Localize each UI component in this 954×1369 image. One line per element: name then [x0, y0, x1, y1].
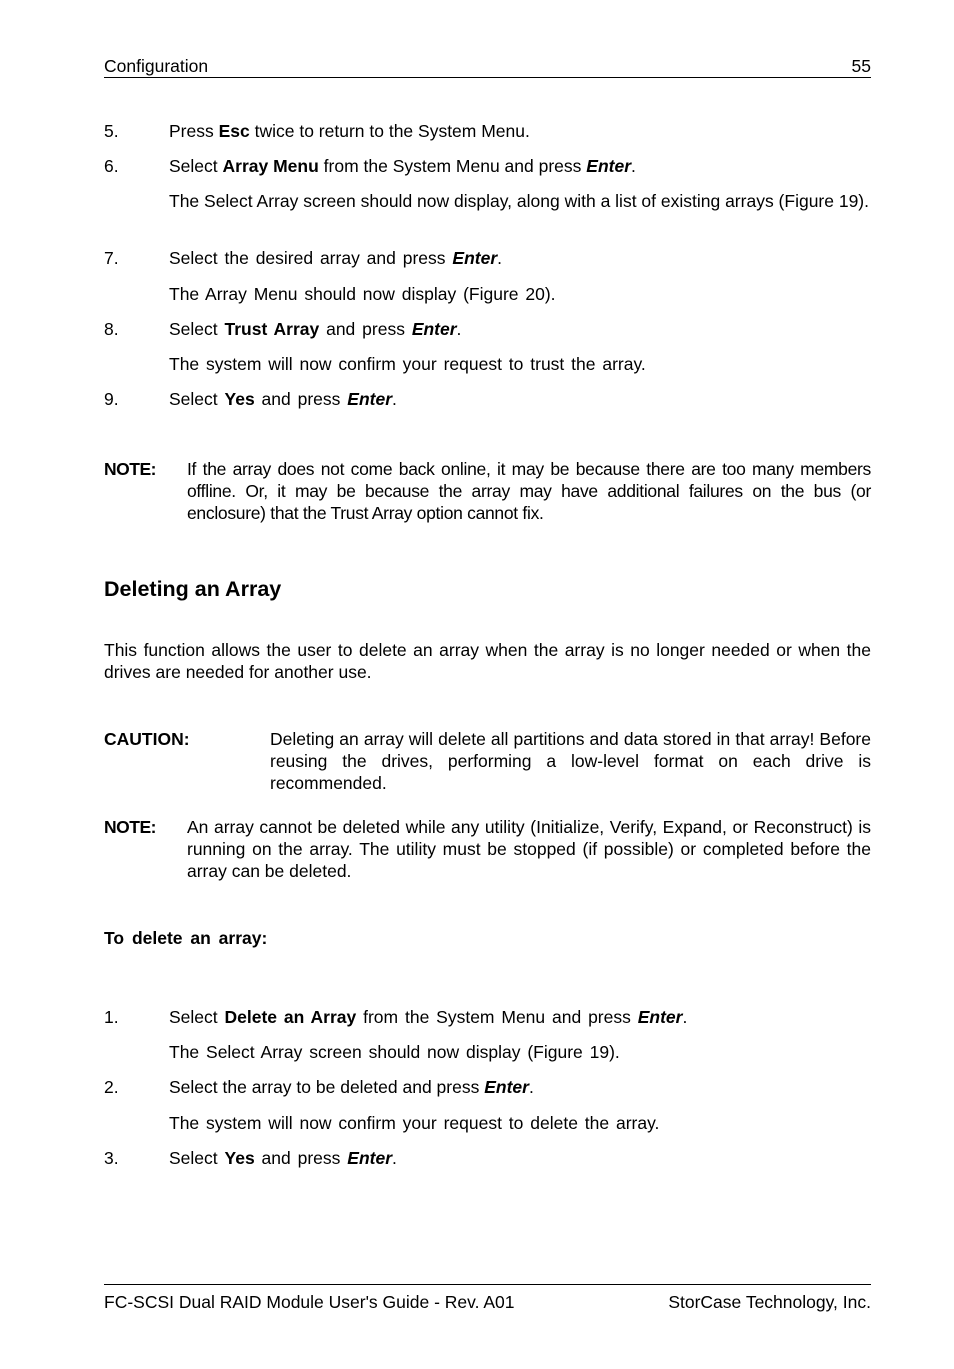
- caution-text: Deleting an array will delete all partitions and data stored in that array! Before reusing the drives, performing a low-level format on each drive is recommended.: [270, 729, 871, 793]
- step-text: Select Yes and press Enter.: [169, 1148, 397, 1168]
- step-number: 8.: [104, 319, 119, 339]
- step-number: 2.: [104, 1077, 119, 1097]
- note-text: If the array does not come back online, it may be because there are too many members offline. Or, it may be because the array may have additional failures on the bus (or enclosure) that the Trust Array option cannot fix.: [187, 459, 871, 523]
- step-number: 9.: [104, 389, 119, 409]
- step-8-result: The system will now confirm your request to trust the array.: [169, 354, 646, 374]
- step-number: 3.: [104, 1148, 119, 1168]
- note-label: NOTE:: [104, 459, 156, 479]
- step-number: 6.: [104, 156, 119, 176]
- section-intro: This function allows the user to delete an array when the array is no longer needed or when the drives are needed for another use.: [104, 640, 871, 682]
- document-page: [104, 0, 871, 1369]
- step-6-result: The Select Array screen should now display, along with a list of existing arrays (Figure 19).: [169, 191, 869, 211]
- step-text: Select Array Menu from the System Menu and press Enter.: [169, 156, 636, 176]
- note-text: An array cannot be deleted while any utility (Initialize, Verify, Expand, or Reconstruct) is running on the array. The utility must be stopped (if possible) or completed before the array can be deleted.: [187, 817, 871, 881]
- step-7-result: The Array Menu should now display (Figure 20).: [169, 284, 556, 304]
- section-title: Deleting an Array: [104, 577, 282, 601]
- footer-document-title: FC-SCSI Dual RAID Module User's Guide - Rev. A01: [104, 1292, 515, 1312]
- page-header: [104, 55, 871, 78]
- step-number: 5.: [104, 121, 119, 141]
- note-label: NOTE:: [104, 817, 156, 837]
- step-number: 1.: [104, 1007, 119, 1027]
- step-text: Select Delete an Array from the System Menu and press Enter.: [169, 1007, 688, 1027]
- step-text: Select the desired array and press Enter.: [169, 248, 503, 268]
- step-1-result: The Select Array screen should now display (Figure 19).: [169, 1042, 620, 1062]
- step-text: Press Esc twice to return to the System Menu.: [169, 121, 530, 141]
- header-section: Configuration: [104, 56, 209, 76]
- page-footer: [104, 1284, 871, 1315]
- step-number: 7.: [104, 248, 119, 268]
- step-text: Select the array to be deleted and press Enter.: [169, 1077, 534, 1097]
- header-page-number: 55: [851, 56, 871, 76]
- step-text: Select Trust Array and press Enter.: [169, 319, 462, 339]
- step-text: Select Yes and press Enter.: [169, 389, 397, 409]
- caution-label: CAUTION:: [104, 729, 190, 749]
- footer-company: StorCase Technology, Inc.: [668, 1292, 871, 1312]
- procedure-heading: To delete an array:: [104, 928, 268, 948]
- step-2-result: The system will now confirm your request to delete the array.: [169, 1113, 660, 1133]
